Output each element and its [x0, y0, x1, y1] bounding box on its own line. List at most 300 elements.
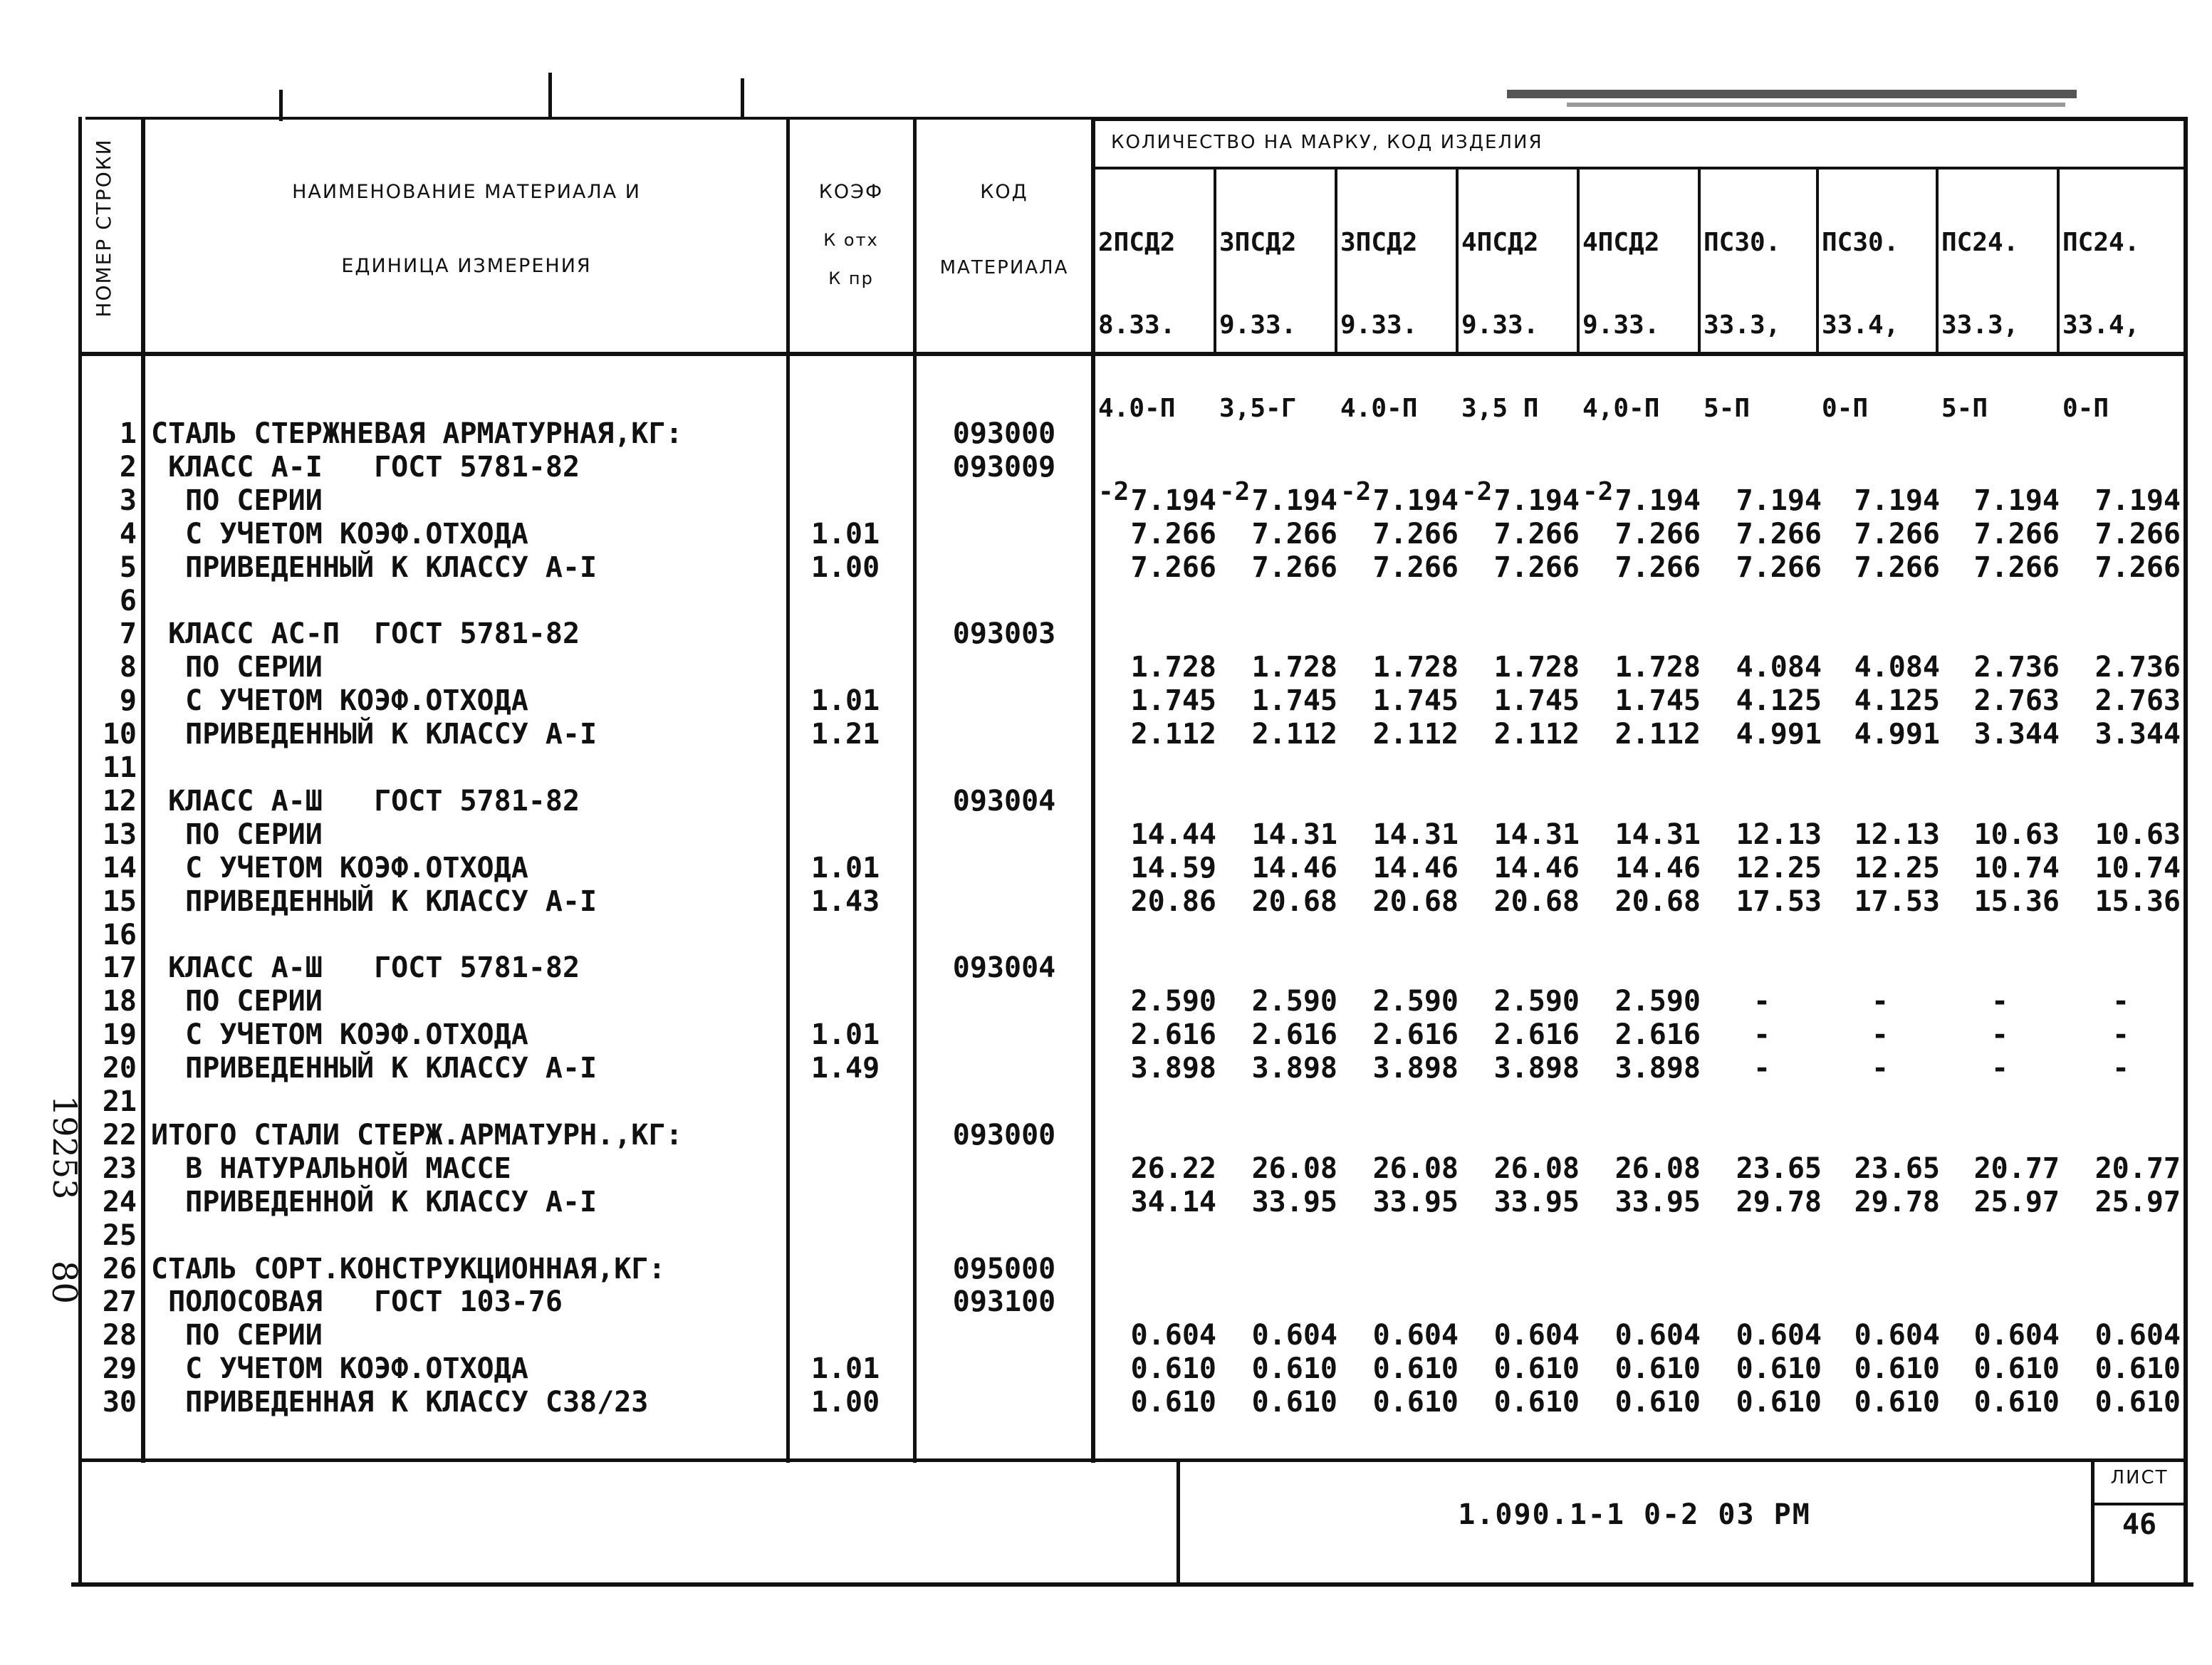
product-line: 4.0-П [1098, 394, 1176, 423]
product-line: 3,5 П [1461, 394, 1539, 423]
quantity-value: 7.194 [1614, 484, 1701, 517]
quantity-value: 25.97 [1973, 1185, 2060, 1218]
product-line: 33.4, [2062, 310, 2140, 340]
prodcol-div-2 [1335, 167, 1337, 353]
table-row [0, 818, 2208, 851]
quantity-value: 26.08 [1493, 1152, 1580, 1185]
quantity-value: 3.344 [2094, 718, 2181, 751]
quantity-value: 7.266 [1372, 517, 1459, 550]
material-name: С УЧЕТОМ КОЭФ.ОТХОДА [151, 1018, 528, 1052]
quantity-value: 2.590 [1372, 985, 1459, 1018]
table-row [0, 1052, 2208, 1085]
quantity-value: 0.604 [1130, 1319, 1216, 1352]
top-tick-2 [548, 73, 552, 118]
table-row [0, 518, 2208, 550]
page-mark: 80 [44, 1261, 84, 1305]
quantity-value: 0.610 [1854, 1386, 1940, 1419]
code-header-line1: КОД [980, 181, 1028, 203]
table-row [0, 651, 2208, 684]
quantity-value: 1.745 [1493, 684, 1580, 718]
quantity-value: 0.610 [1614, 1386, 1701, 1419]
quantity-value: 0.610 [1372, 1352, 1459, 1386]
row-number: 25 [102, 1218, 137, 1252]
table-row [0, 1152, 2208, 1185]
quantity-value: 0.604 [2094, 1319, 2181, 1352]
table-row [0, 751, 2208, 784]
table-row [0, 451, 2208, 484]
quantity-value: 7.266 [1736, 550, 1822, 584]
table-row [0, 551, 2208, 584]
quantity-value: 3.898 [1130, 1052, 1216, 1085]
material-name: ПРИВЕДЕННЫЙ К КЛАССУ А-I [151, 718, 598, 751]
quantity-value: 2.736 [1973, 651, 2060, 684]
name-header-line1: НАИМЕНОВАНИЕ МАТЕРИАЛА И [292, 181, 641, 203]
row-number: 19 [102, 1018, 137, 1052]
quantity-value: 0.610 [1130, 1386, 1216, 1419]
quantity-value: 0.610 [1372, 1386, 1459, 1419]
quantity-value: - [1991, 1052, 2009, 1085]
quantity-value: 0.610 [2094, 1352, 2181, 1386]
material-code: 093000 [952, 1118, 1056, 1152]
quantity-value: 7.266 [1854, 517, 1940, 550]
material-name: ПРИВЕДЕННОЙ К КЛАССУ А-I [151, 1185, 598, 1218]
quantity-value: 15.36 [1973, 884, 2060, 918]
quantity-value: 2.112 [1372, 718, 1459, 751]
product-line: 3,5-Г [1219, 394, 1297, 423]
quantity-value: 10.74 [2094, 851, 2181, 884]
product-line: -2 [1098, 476, 1130, 506]
material-name: С УЧЕТОМ КОЭФ.ОТХОДА [151, 1352, 528, 1386]
quantity-value: 29.78 [1854, 1185, 1940, 1218]
quantity-value: 14.46 [1372, 851, 1459, 884]
coef-header-line1: КОЭФ [818, 181, 884, 203]
quantity-value: 14.31 [1372, 818, 1459, 851]
quantity-value: 12.13 [1736, 818, 1822, 851]
quantity-value: 1.745 [1372, 684, 1459, 718]
table-row [0, 1085, 2208, 1118]
material-name: КЛАСС А-Ш ГОСТ 5781-82 [151, 951, 580, 985]
material-name: СТАЛЬ СОРТ.КОНСТРУКЦИОННАЯ,КГ: [151, 1252, 666, 1285]
quantity-value: 2.616 [1493, 1018, 1580, 1052]
row-number: 21 [102, 1085, 137, 1118]
coefficient: 1.49 [810, 1052, 880, 1085]
coef-header-line3: К пр [828, 268, 874, 288]
material-code: 093100 [952, 1285, 1056, 1319]
quantity-value: 7.266 [1614, 517, 1701, 550]
quantity-value: 7.266 [1372, 550, 1459, 584]
table-row [0, 951, 2208, 984]
material-name: СТАЛЬ СТЕРЖНЕВАЯ АРМАТУРНАЯ,КГ: [151, 417, 683, 450]
row-number: 3 [119, 484, 137, 517]
quantity-value: 7.194 [1493, 484, 1580, 517]
material-name: ПО СЕРИИ [151, 818, 323, 851]
product-line: 0-П [1822, 394, 1869, 423]
row-number: 6 [119, 584, 137, 617]
material-name: КЛАСС АС-П ГОСТ 5781-82 [151, 617, 580, 651]
quantity-value: - [2112, 1052, 2130, 1085]
coefficient: 1.01 [810, 1018, 880, 1052]
quantity-value: 14.44 [1130, 818, 1216, 851]
quantity-value: 3.898 [1251, 1052, 1337, 1085]
row-number: 11 [102, 751, 137, 784]
row-number: 22 [102, 1118, 137, 1152]
stamp-smudge-2 [1567, 103, 2065, 107]
product-line: 4ПСД2 [1582, 227, 1660, 257]
product-line: ПС30. [1822, 227, 1899, 257]
material-code: 093000 [952, 417, 1056, 450]
quantity-value: 3.898 [1614, 1052, 1701, 1085]
coefficient: 1.01 [810, 517, 880, 550]
product-line: 3ПСД2 [1340, 227, 1418, 257]
product-line: 4.0-П [1340, 394, 1418, 423]
quantity-value: 7.266 [1130, 550, 1216, 584]
table-row [0, 585, 2208, 617]
quantity-value: 15.36 [2094, 884, 2181, 918]
quantity-value: 0.610 [1251, 1386, 1337, 1419]
quantity-value: 1.728 [1372, 651, 1459, 684]
row-number: 20 [102, 1052, 137, 1085]
prodcol-div-8 [2057, 167, 2060, 353]
quantity-value: 14.46 [1614, 851, 1701, 884]
prodcol-div-4 [1577, 167, 1580, 353]
table-row [0, 617, 2208, 650]
quantity-label-bottom [1091, 167, 2188, 169]
quantity-value: 4.991 [1854, 718, 1940, 751]
table-row [0, 417, 2208, 450]
material-code: 093003 [952, 617, 1056, 651]
coefficient: 1.00 [810, 1386, 880, 1419]
quantity-value: 2.590 [1493, 985, 1580, 1018]
quantity-value: 20.77 [2094, 1152, 2181, 1185]
material-name: С УЧЕТОМ КОЭФ.ОТХОДА [151, 684, 528, 718]
table-row [0, 1219, 2208, 1252]
quantity-value: 7.266 [1973, 550, 2060, 584]
material-name: ПО СЕРИИ [151, 651, 323, 684]
row-number: 14 [102, 851, 137, 884]
table-row [0, 684, 2208, 717]
quantity-value: 14.59 [1130, 851, 1216, 884]
table-row [0, 1186, 2208, 1218]
material-name: ПОЛОСОВАЯ ГОСТ 103-76 [151, 1285, 563, 1319]
table-row [0, 1253, 2208, 1285]
coefficient: 1.00 [810, 550, 880, 584]
quantity-value: 7.266 [1251, 517, 1337, 550]
quantity-value: 2.112 [1130, 718, 1216, 751]
quantity-value: 0.604 [1736, 1319, 1822, 1352]
material-name: В НАТУРАЛЬНОЙ МАССЕ [151, 1152, 511, 1185]
material-code: 093009 [952, 450, 1056, 484]
product-line: 33.4, [1822, 310, 1899, 340]
quantity-value: 2.590 [1251, 985, 1337, 1018]
material-name: С УЧЕТОМ КОЭФ.ОТХОДА [151, 851, 528, 884]
quantity-value: 7.266 [1973, 517, 2060, 550]
product-line: ПС24. [1941, 227, 2019, 257]
quantity-value: 23.65 [1736, 1152, 1822, 1185]
quantity-value: 14.31 [1251, 818, 1337, 851]
quantity-value: 2.616 [1614, 1018, 1701, 1052]
stamp-smudge [1507, 90, 2077, 98]
quantity-value: 7.194 [1251, 484, 1337, 517]
quantity-value: 7.266 [1736, 517, 1822, 550]
quantity-value: 33.95 [1614, 1185, 1701, 1218]
row-number: 17 [102, 951, 137, 985]
quantity-value: 17.53 [1854, 884, 1940, 918]
product-line: 2ПСД2 [1098, 227, 1176, 257]
quantity-value: 4.084 [1736, 651, 1822, 684]
quantity-value: - [2112, 1018, 2130, 1052]
quantity-value: 7.194 [1736, 484, 1822, 517]
quantity-value: 0.610 [1614, 1352, 1701, 1386]
row-number: 5 [119, 550, 137, 584]
row-number: 7 [119, 617, 137, 651]
quantity-value: 0.610 [1736, 1386, 1822, 1419]
quantity-top [1091, 118, 2188, 121]
quantity-value: - [1991, 985, 2009, 1018]
quantity-value: 34.14 [1130, 1185, 1216, 1218]
footer-divider [1177, 1458, 1180, 1585]
product-line: 9.33. [1219, 310, 1297, 340]
quantity-value: - [1753, 1052, 1771, 1085]
material-code: 095000 [952, 1252, 1056, 1285]
sheet-separator [2094, 1503, 2186, 1505]
quantity-value: 7.266 [2094, 550, 2181, 584]
material-name: ПРИВЕДЕННЫЙ К КЛАССУ А-I [151, 884, 598, 918]
quantity-value: 2.590 [1614, 985, 1701, 1018]
quantity-value: 0.610 [2094, 1386, 2181, 1419]
quantity-value: - [1871, 985, 1889, 1018]
material-code: 093004 [952, 784, 1056, 818]
table-row [0, 885, 2208, 918]
coef-header-line2: К отх [823, 230, 879, 250]
table-row [0, 1119, 2208, 1152]
quantity-value: 0.610 [1973, 1352, 2060, 1386]
coefficient: 1.01 [810, 684, 880, 718]
material-name: ИТОГО СТАЛИ СТЕРЖ.АРМАТУРН.,КГ: [151, 1118, 683, 1152]
table-bottom [80, 1458, 2188, 1462]
quantity-value: 7.266 [2094, 517, 2181, 550]
quantity-value: 2.616 [1251, 1018, 1337, 1052]
quantity-value: 7.266 [1493, 550, 1580, 584]
quantity-value: 20.77 [1973, 1152, 2060, 1185]
quantity-value: 23.65 [1854, 1152, 1940, 1185]
row-number: 13 [102, 818, 137, 851]
quantity-value: - [2112, 985, 2130, 1018]
quantity-value: 17.53 [1736, 884, 1822, 918]
quantity-value: 29.78 [1736, 1185, 1822, 1218]
material-name: ПО СЕРИИ [151, 985, 323, 1018]
quantity-value: 26.08 [1372, 1152, 1459, 1185]
row-number-header: НОМЕР СТРОКИ [92, 138, 115, 318]
product-line: 3ПСД2 [1219, 227, 1297, 257]
quantity-value: 2.112 [1251, 718, 1337, 751]
quantity-value: 26.08 [1614, 1152, 1701, 1185]
quantity-value: 20.68 [1493, 884, 1580, 918]
product-line: 8.33. [1098, 310, 1176, 340]
frame-bottom [71, 1582, 2193, 1587]
quantity-value: - [1871, 1018, 1889, 1052]
row-number: 16 [102, 918, 137, 951]
product-line: ПС30. [1704, 227, 1781, 257]
quantity-value: 7.194 [2094, 484, 2181, 517]
product-line: 9.33. [1340, 310, 1418, 340]
quantity-value: 14.31 [1614, 818, 1701, 851]
quantity-value: 1.728 [1493, 651, 1580, 684]
table-row [0, 1018, 2208, 1051]
coefficient: 1.01 [810, 1352, 880, 1386]
quantity-value: 1.728 [1251, 651, 1337, 684]
row-number: 10 [102, 718, 137, 751]
row-number: 18 [102, 985, 137, 1018]
prodcol-div-5 [1698, 167, 1701, 353]
quantity-value: 2.763 [2094, 684, 2181, 718]
quantity-value: 1.728 [1614, 651, 1701, 684]
row-number: 26 [102, 1252, 137, 1285]
material-name: С УЧЕТОМ КОЭФ.ОТХОДА [151, 517, 528, 550]
sheet-label: ЛИСТ [2110, 1467, 2169, 1488]
quantity-value: 1.745 [1614, 684, 1701, 718]
row-number: 23 [102, 1152, 137, 1185]
product-line: 9.33. [1461, 310, 1539, 340]
quantity-value: 1.745 [1251, 684, 1337, 718]
quantity-value: 33.95 [1493, 1185, 1580, 1218]
quantity-value: 7.194 [1854, 484, 1940, 517]
quantity-value: 10.63 [2094, 818, 2181, 851]
material-name: ПО СЕРИИ [151, 1319, 323, 1352]
row-number: 27 [102, 1285, 137, 1319]
material-name: ПО СЕРИИ [151, 484, 323, 517]
quantity-value: 4.991 [1736, 718, 1822, 751]
quantity-value: 0.604 [1251, 1319, 1337, 1352]
row-number: 15 [102, 884, 137, 918]
row-number: 30 [102, 1386, 137, 1419]
table-row [0, 785, 2208, 818]
quantity-value: 10.74 [1973, 851, 2060, 884]
quantity-value: 7.194 [1973, 484, 2060, 517]
table-row [0, 1319, 2208, 1352]
prodcol-div-3 [1456, 167, 1459, 353]
quantity-value: 25.97 [2094, 1185, 2181, 1218]
quantity-value: 2.112 [1493, 718, 1580, 751]
table-row [0, 1285, 2208, 1318]
quantity-value: 3.898 [1493, 1052, 1580, 1085]
product-line: ПС24. [2062, 227, 2140, 257]
product-line: 33.3, [1941, 310, 2019, 340]
document-code: 1.090.1-1 0-2 03 РМ [1458, 1498, 1811, 1531]
product-line: -2 [1340, 476, 1372, 506]
quantity-value: 2.616 [1130, 1018, 1216, 1052]
quantity-value: 20.68 [1251, 884, 1337, 918]
quantity-value: 2.763 [1973, 684, 2060, 718]
top-tick-3 [741, 78, 744, 117]
quantity-value: 3.344 [1973, 718, 2060, 751]
quantity-value: 26.22 [1130, 1152, 1216, 1185]
quantity-value: 0.610 [1736, 1352, 1822, 1386]
sheet-number: 46 [2122, 1508, 2157, 1541]
material-name: ПРИВЕДЕННЫЙ К КЛАССУ А-I [151, 1052, 598, 1085]
quantity-value: - [1991, 1018, 2009, 1052]
table-row [0, 1352, 2208, 1385]
quantity-value: 1.745 [1130, 684, 1216, 718]
product-line: -2 [1582, 476, 1614, 506]
product-line: -2 [1461, 476, 1493, 506]
quantity-value: 0.610 [1493, 1386, 1580, 1419]
name-header-line2: ЕДИНИЦА ИЗМЕРЕНИЯ [341, 255, 592, 277]
quantity-value: 12.25 [1736, 851, 1822, 884]
product-line: 4,0-П [1582, 394, 1660, 423]
row-number: 8 [119, 651, 137, 684]
product-line: 4ПСД2 [1461, 227, 1539, 257]
quantity-value: 12.25 [1854, 851, 1940, 884]
product-line: 5-П [1941, 394, 1988, 423]
quantity-value: 7.266 [1130, 517, 1216, 550]
quantity-value: 2.736 [2094, 651, 2181, 684]
material-name: ПРИВЕДЕННЫЙ К КЛАССУ А-I [151, 550, 598, 584]
table-row [0, 718, 2208, 751]
table-row [0, 484, 2208, 517]
prodcol-div-1 [1214, 167, 1216, 353]
quantity-value: 4.125 [1736, 684, 1822, 718]
quantity-value: 2.112 [1614, 718, 1701, 751]
quantity-value: 10.63 [1973, 818, 2060, 851]
quantity-value: 0.610 [1973, 1386, 2060, 1419]
material-name: ПРИВЕДЕННАЯ К КЛАССУ С38/23 [151, 1386, 649, 1419]
row-number: 9 [119, 684, 137, 718]
inventory-number: 19253 [46, 1095, 84, 1200]
quantity-value: 14.46 [1251, 851, 1337, 884]
coefficient: 1.43 [810, 884, 880, 918]
table-row [0, 919, 2208, 951]
product-line: 0-П [2062, 394, 2109, 423]
product-line: 5-П [1704, 394, 1751, 423]
sheet-box-left [2091, 1458, 2094, 1585]
quantity-value: 7.266 [1854, 550, 1940, 584]
quantity-value: 26.08 [1251, 1152, 1337, 1185]
quantity-value: - [1871, 1052, 1889, 1085]
quantity-value: 1.728 [1130, 651, 1216, 684]
quantity-value: 7.194 [1372, 484, 1459, 517]
row-number: 1 [119, 417, 137, 450]
quantity-value: 33.95 [1372, 1185, 1459, 1218]
material-name: КЛАСС А-I ГОСТ 5781-82 [151, 450, 580, 484]
row-number: 29 [102, 1352, 137, 1386]
quantity-value: 12.13 [1854, 818, 1940, 851]
quantity-value: 4.084 [1854, 651, 1940, 684]
row-number: 2 [119, 450, 137, 484]
quantity-value: - [1753, 1018, 1771, 1052]
quantity-value: - [1753, 985, 1771, 1018]
table-row [0, 985, 2208, 1018]
quantity-value: 0.604 [1493, 1319, 1580, 1352]
quantity-value: 14.31 [1493, 818, 1580, 851]
quantity-value: 33.95 [1251, 1185, 1337, 1218]
quantity-value: 0.610 [1251, 1352, 1337, 1386]
quantity-value: 20.68 [1372, 884, 1459, 918]
row-number: 4 [119, 517, 137, 550]
quantity-value: 2.590 [1130, 985, 1216, 1018]
quantity-value: 3.898 [1372, 1052, 1459, 1085]
quantity-value: 0.610 [1130, 1352, 1216, 1386]
quantity-value: 20.68 [1614, 884, 1701, 918]
quantity-value: 2.616 [1372, 1018, 1459, 1052]
quantity-value: 20.86 [1130, 884, 1216, 918]
product-line: 33.3, [1704, 310, 1781, 340]
row-number: 28 [102, 1319, 137, 1352]
quantity-value: 7.266 [1251, 550, 1337, 584]
quantity-header: КОЛИЧЕСТВО НА МАРКУ, КОД ИЗДЕЛИЯ [1111, 132, 1543, 153]
code-header-line2: МАТЕРИАЛА [939, 257, 1069, 278]
row-number: 24 [102, 1185, 137, 1218]
quantity-value: 0.604 [1372, 1319, 1459, 1352]
